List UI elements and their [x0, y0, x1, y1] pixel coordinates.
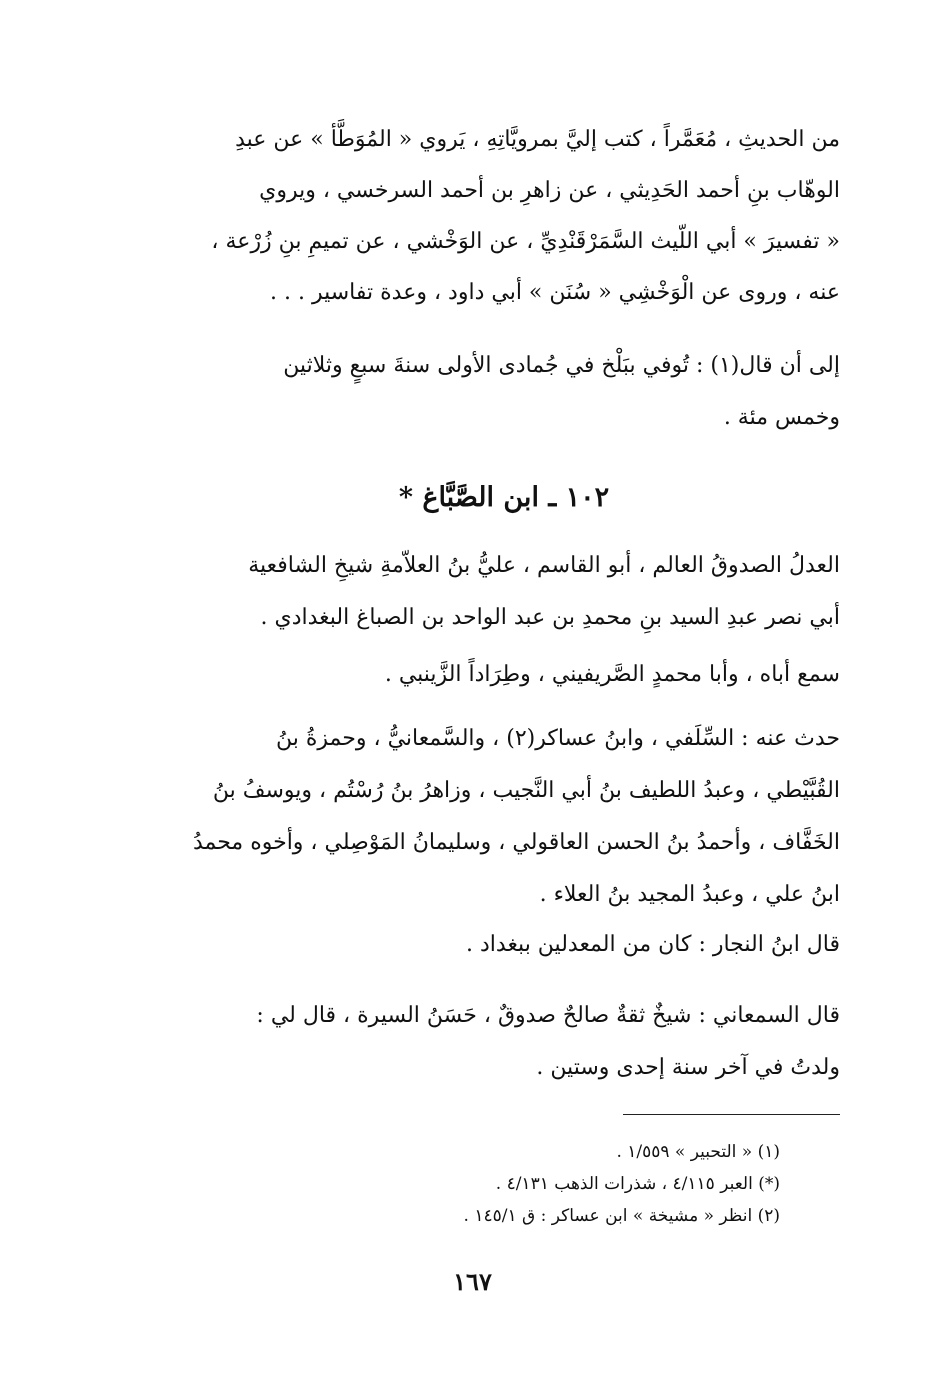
paragraph-narration — [168, 114, 840, 318]
text-line: حدث عنه : السِّلَفي ، وابنُ عساكر(٢) ، والسَّمعانيُّ ، وحمزةُ بنُ — [276, 726, 840, 751]
paragraph-ibn-najjar — [168, 925, 840, 965]
paragraph-teachers — [168, 655, 840, 695]
footnote-divider — [623, 1114, 840, 1115]
page-number: ١٦٧ — [453, 1267, 492, 1296]
text-line: إلى أن قال(١) : تُوفي ببَلْخ في جُمادى الأولى سنةَ سبعٍ وثلاثين — [283, 353, 840, 378]
text-line: وخمس مئة . — [723, 405, 840, 430]
footnote: (١) « التحبير » ١/٥٥٩ . — [616, 1142, 780, 1162]
footnote: (٢) انظر « مشيخة » ابن عساكر : ق ١٤٥/١ . — [463, 1206, 780, 1226]
footnote: (*) العبر ٤/١١٥ ، شذرات الذهب ٤/١٣١ . — [495, 1174, 780, 1194]
text-line: العدلُ الصدوقُ العالم ، أبو القاسم ، عليُّ بنُ العلاّمةِ شيخِ الشافعية — [248, 553, 840, 578]
text-line: الوهّاب بنِ أحمد الحَدِيثي ، عن زاهرِ بن أحمد السرخسي ، ويروي — [259, 178, 840, 203]
text-line: القُبَّيْطي ، وعبدُ اللطيف بنُ أبي النَّجيب ، وزاهرُ بنُ رُسْتُم ، ويوسفُ بنُ — [212, 778, 840, 803]
text-line: من الحديثِ ، مُعَمَّراً ، كتب إليَّ بمرويَّاتِهِ ، يَروي « المُوَطَّأ » عن عبدِ — [235, 127, 840, 152]
text-line: قال السمعاني : شيخٌ ثقةٌ صالحٌ صدوقٌ ، حَسَنُ السيرة ، قال لي : — [256, 1003, 840, 1028]
paragraph-samani — [168, 990, 840, 1094]
text-line: ولدتُ في آخر سنة إحدى وستين . — [536, 1055, 840, 1080]
text-line: أبي نصر عبدِ السيد بنِ محمدِ بن عبد الواحد بن الصباغ البغدادي . — [260, 605, 840, 630]
text-line: الخَفَّاف ، وأحمدُ بنُ الحسن العاقولي ، وسليمانُ المَوْصِلي ، وأخوه محمدُ — [192, 830, 840, 855]
paragraph-death-date — [168, 340, 840, 444]
footnotes — [168, 1136, 780, 1232]
text-line: سمع أباه ، وأبا محمدٍ الصَّريفيني ، وطِرَاداً الزَّينبي . — [384, 662, 840, 687]
entry-heading: ١٠٢ ـ ابن الصَّبَّاغ * — [398, 482, 610, 513]
text-line: عنه ، وروى عن الْوَخْشِي « سُنَن » أبي داود ، وعدة تفاسير . . . — [270, 280, 840, 305]
text-line: ابنُ علي ، وعبدُ المجيد بنُ العلاء . — [539, 882, 840, 907]
paragraph-identity — [168, 540, 840, 644]
text-line: « تفسيرَ » أبي اللّيث السَّمَرْقَنْدِيِّ ، عن الوَخْشي ، عن تميمِ بنِ زُرْعة ، — [211, 229, 840, 254]
paragraph-students — [168, 713, 840, 921]
text-line: قال ابنُ النجار : كان من المعدلين ببغداد . — [466, 932, 840, 957]
